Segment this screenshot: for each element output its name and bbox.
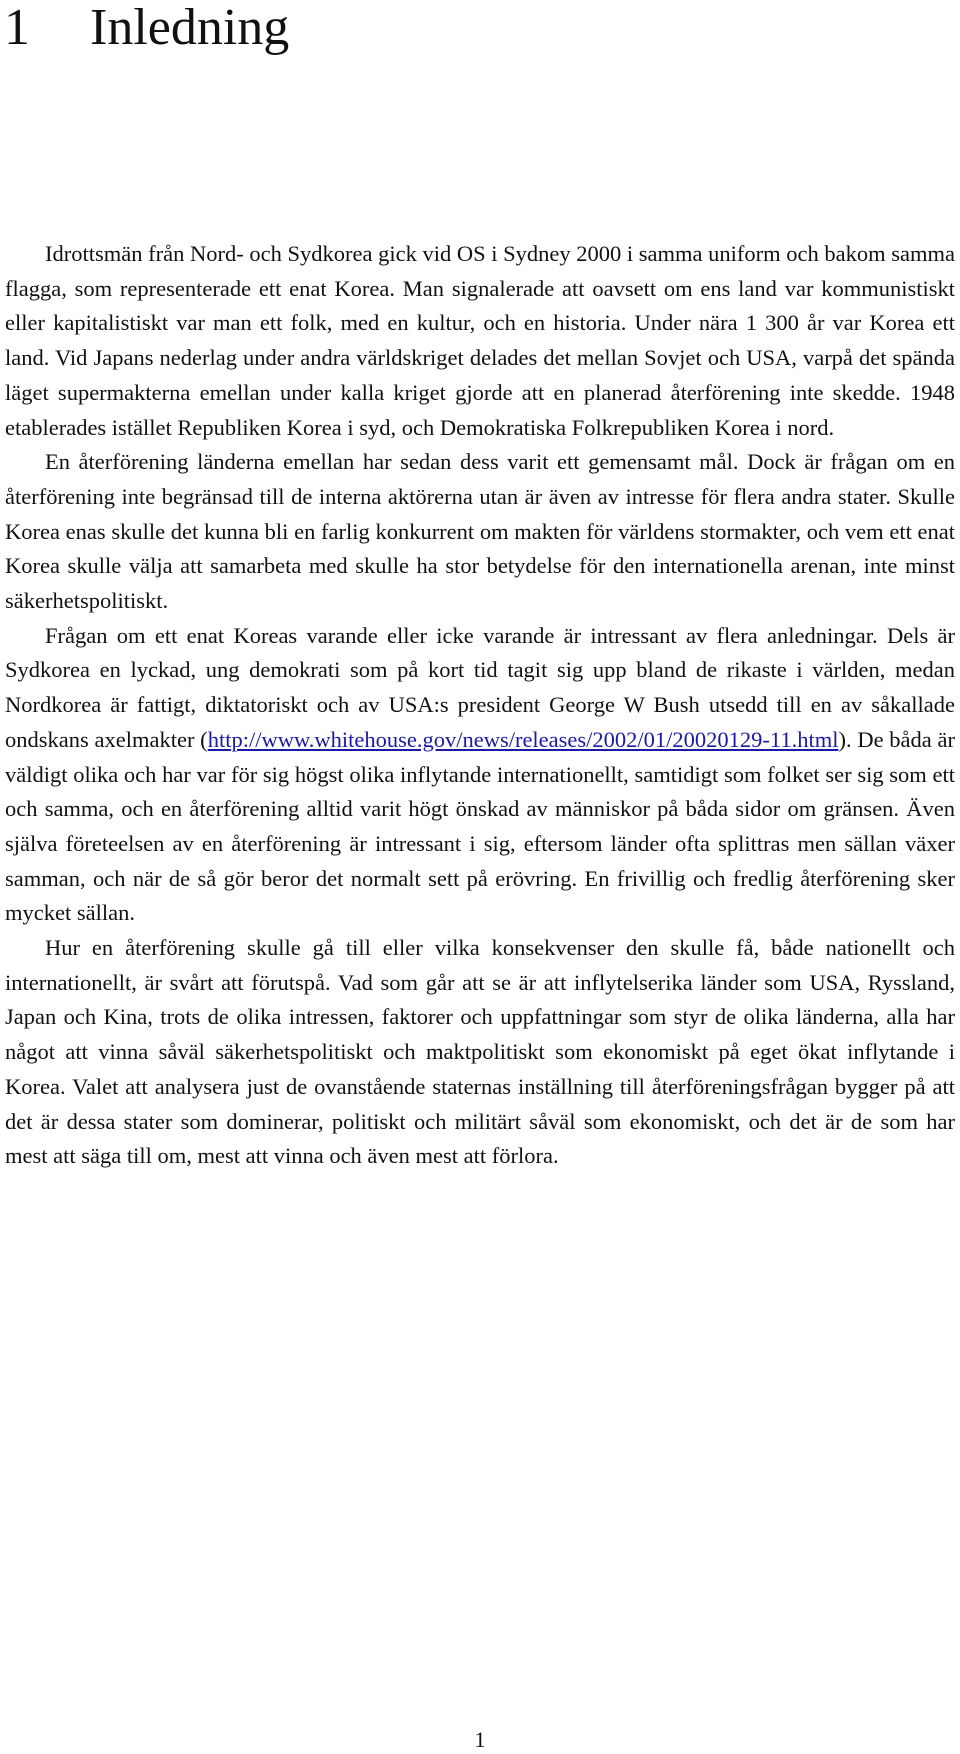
paragraph-4: Hur en återförening skulle gå till eller vilka konsekvenser den skulle få, både nationellt och internationellt, är svårt att förutspå. Vad som går att se är att inflytelserika länder som USA, Ryssland, Japan och Kina, trots de olika intressen, faktorer och uppfattningar som styr de olika länderna, alla har något att vinna såväl säkerhetspolitiskt och maktpolitiskt som ekonomiskt på eget ökat inflytande i Korea. Valet att analysera just de ovanstående staternas inställning till återföreningsfrågan bygger på att det är dessa stater som dominerar, politiskt och militärt såväl som ekonomiskt, och det är de som har mest att säga till om, mest att vinna och även mest att förlora.	[5, 935, 955, 1169]
paragraph-3	[5, 619, 955, 931]
paragraph-3-text-before-link: Frågan om ett enat Koreas varande eller icke varande är intressant av flera anledningar. Dels är Sydkorea en lyckad, ung demokrati som på kort tid tagit sig upp bland de rikaste i världen, medan Nordkorea är fattigt, diktatoriskt och av USA:s president George W Bush utsedd till en av såkallade ondskans axelmakter (	[5, 622, 955, 752]
paragraph-2: En återförening länderna emellan har sedan dess varit ett gemensamt mål. Dock är frågan om en återförening inte begränsad till de interna aktörerna utan är även av intresse för flera andra stater. Skulle Korea enas skulle det kunna bli en farlig konkurrent om makten för världens stormakter, och vem ett enat Korea skulle välja att samarbeta med skulle ha stor betydelse för den internationella arenan, inte minst säkerhetspolitiskt.	[5, 449, 955, 614]
whitehouse-link[interactable]: http://www.whitehouse.gov/news/releases/2002/01/20020129-11.html	[207, 726, 839, 752]
chapter-title: Inledning	[90, 0, 290, 56]
paragraph-1: Idrottsmän från Nord- och Sydkorea gick vid OS i Sydney 2000 i samma uniform och bakom samma flagga, som representerade ett enat Korea. Man signalerade att oavsett om ens land var kommunistiskt eller kapitalistiskt var man ett folk, med en kultur, och en historia. Under nära 1 300 år var Korea ett land. Vid Japans nederlag under andra världskriget delades det mellan Sovjet och USA, varpå det spända läget supermakterna emellan under kalla kriget gjorde att en planerad återförening inte skedde. 1948 etablerades istället Republiken Korea i syd, och Demokratiska Folkrepubliken Korea i nord.	[5, 241, 955, 440]
chapter-heading	[4, 0, 289, 56]
page-number: 1	[474, 1727, 486, 1752]
chapter-number: 1	[4, 0, 30, 56]
paragraph-3-text-after-link: ). De båda är väldigt olika och har var för sig högst olika inflytande internationellt, samtidigt som folket ser sig som ett och samma, och en återförening alltid varit högt önskad av människor på båda sidor om gränsen. Även själva företeelsen av en återförening är intressant i sig, eftersom länder ofta splittras men sällan växer samman, och när de så gör beror det normalt sett på erövring. En frivillig och fredlig återförening sker mycket sällan.	[5, 726, 955, 926]
body-text	[5, 237, 955, 1174]
